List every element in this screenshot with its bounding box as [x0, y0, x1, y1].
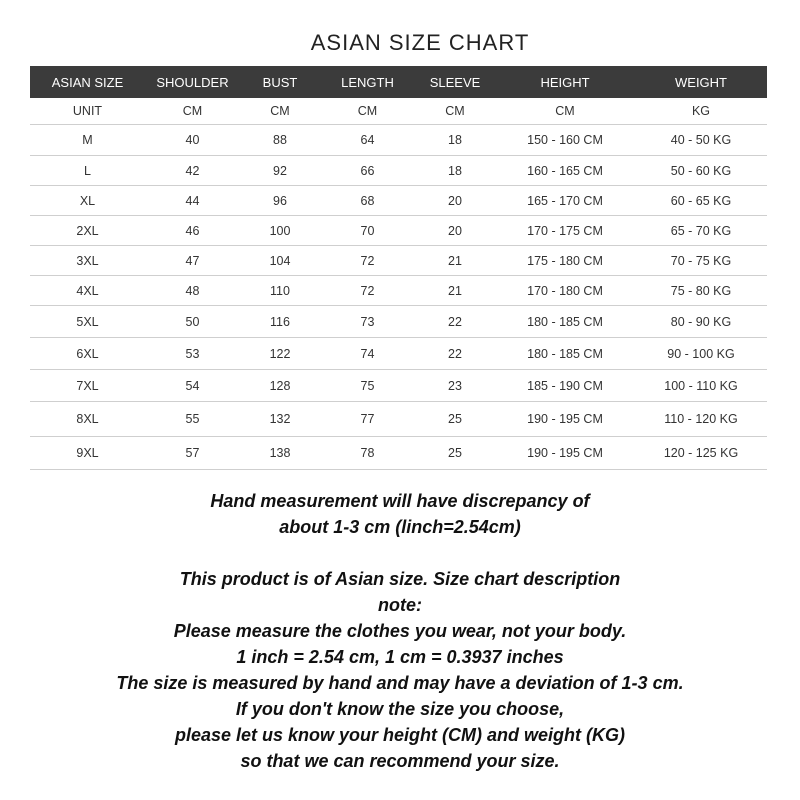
sleeve-cell: 23 — [448, 378, 462, 393]
bust-cell: 104 — [269, 253, 291, 268]
weight-cell: 75 - 80 KG — [670, 283, 732, 298]
size-cell: 3XL — [76, 253, 99, 268]
bust-cell: 138 — [269, 446, 291, 460]
size-cell: 4XL — [76, 283, 99, 298]
unit-cell: KG — [691, 104, 711, 118]
bust-cell: 132 — [269, 412, 291, 426]
sleeve-cell: 21 — [448, 253, 462, 268]
shoulder-cell: 55 — [185, 412, 200, 426]
bust-cell: 128 — [269, 378, 291, 393]
sleeve-cell: 25 — [448, 412, 462, 426]
table-body — [30, 125, 767, 470]
size-description-note — [0, 566, 800, 774]
table-row — [30, 306, 767, 338]
length-cell: 77 — [360, 412, 375, 426]
sleeve-cell: 18 — [448, 133, 462, 147]
table-row — [30, 338, 767, 370]
bust-cell: 122 — [269, 346, 291, 361]
table-row — [30, 437, 767, 470]
bust-cell: 96 — [273, 193, 287, 208]
notes-section — [0, 488, 800, 774]
length-cell: 64 — [360, 133, 375, 147]
shoulder-cell: 47 — [185, 253, 200, 268]
chart-title: ASIAN SIZE CHART — [310, 30, 530, 55]
bust-cell: 92 — [273, 163, 287, 178]
length-cell: 72 — [360, 253, 375, 268]
weight-cell: 65 - 70 KG — [670, 223, 732, 238]
sleeve-cell: 25 — [448, 446, 462, 460]
table-row — [30, 186, 767, 216]
header-sleeve: SLEEVE — [429, 74, 481, 90]
length-cell: 74 — [360, 346, 375, 361]
note-line: Hand measurement will have discrepancy of — [210, 491, 590, 511]
header-height: HEIGHT — [540, 74, 590, 90]
weight-cell: 120 - 125 KG — [663, 446, 739, 460]
sleeve-cell: 22 — [448, 314, 462, 329]
note-line: The size is measured by hand and may have a deviation of 1-3 cm. — [116, 673, 684, 693]
weight-cell: 60 - 65 KG — [670, 193, 732, 208]
height-cell: 180 - 185 CM — [527, 314, 603, 329]
unit-cell: CM — [182, 104, 203, 118]
size-cell: M — [82, 133, 93, 147]
shoulder-cell: 40 — [185, 133, 200, 147]
sleeve-cell: 20 — [448, 223, 462, 238]
bust-cell: 110 — [270, 283, 290, 298]
note-line: 1 inch = 2.54 cm, 1 cm = 0.3937 inches — [236, 647, 564, 667]
table-row — [30, 402, 767, 437]
sleeve-cell: 18 — [448, 163, 462, 178]
measurement-note — [0, 488, 800, 540]
size-cell: 2XL — [76, 223, 99, 238]
size-cell: 8XL — [76, 412, 99, 426]
note-line: note: — [378, 595, 422, 615]
unit-cell: CM — [357, 104, 378, 118]
size-cell: 5XL — [76, 314, 99, 329]
table-header-row — [30, 66, 767, 98]
unit-cell: UNIT — [72, 104, 103, 118]
length-cell: 66 — [360, 163, 375, 178]
height-cell: 170 - 175 CM — [527, 223, 603, 238]
bust-cell: 116 — [270, 314, 290, 329]
table-row — [30, 276, 767, 306]
table-row — [30, 370, 767, 402]
weight-cell: 100 - 110 KG — [664, 378, 738, 393]
height-cell: 180 - 185 CM — [527, 346, 603, 361]
size-table — [30, 66, 767, 470]
header-asian-size: ASIAN SIZE — [51, 74, 124, 90]
table-row — [30, 216, 767, 246]
header-shoulder: SHOULDER — [156, 74, 229, 90]
shoulder-cell: 44 — [185, 193, 200, 208]
length-cell: 70 — [360, 223, 375, 238]
height-cell: 150 - 160 CM — [527, 133, 603, 147]
weight-cell: 80 - 90 KG — [670, 314, 732, 329]
size-cell: 7XL — [76, 378, 99, 393]
size-cell: 9XL — [76, 446, 99, 460]
note-line: so that we can recommend your size. — [240, 751, 560, 771]
weight-cell: 70 - 75 KG — [670, 253, 732, 268]
note-line: please let us know your height (CM) and weight (KG) — [174, 725, 626, 745]
weight-cell: 90 - 100 KG — [667, 346, 735, 361]
unit-cell: CM — [270, 104, 290, 118]
height-cell: 165 - 170 CM — [527, 193, 603, 208]
weight-cell: 40 - 50 KG — [670, 133, 732, 147]
height-cell: 190 - 195 CM — [527, 412, 603, 426]
shoulder-cell: 57 — [185, 446, 200, 460]
header-bust: BUST — [262, 74, 298, 90]
sleeve-cell: 20 — [448, 193, 462, 208]
length-cell: 68 — [360, 193, 375, 208]
unit-cell: CM — [445, 104, 465, 118]
sleeve-cell: 22 — [448, 346, 462, 361]
length-cell: 73 — [360, 314, 375, 329]
shoulder-cell: 48 — [185, 283, 200, 298]
shoulder-cell: 46 — [185, 223, 200, 238]
shoulder-cell: 53 — [185, 346, 200, 361]
table-row — [30, 246, 767, 276]
shoulder-cell: 50 — [185, 314, 200, 329]
unit-cell: CM — [555, 104, 575, 118]
size-cell: L — [84, 163, 91, 178]
unit-row — [30, 98, 767, 125]
shoulder-cell: 54 — [185, 378, 200, 393]
note-line: If you don't know the size you choose, — [235, 699, 565, 719]
height-cell: 185 - 190 CM — [527, 378, 603, 393]
note-line: about 1-3 cm (linch=2.54cm) — [279, 517, 521, 537]
weight-cell: 50 - 60 KG — [670, 163, 732, 178]
bust-cell: 100 — [269, 223, 291, 238]
length-cell: 75 — [360, 378, 375, 393]
note-line: Please measure the clothes you wear, not your body. — [173, 621, 627, 641]
height-cell: 160 - 165 CM — [527, 163, 603, 178]
header-weight: WEIGHT — [675, 74, 727, 90]
table-row — [30, 125, 767, 156]
header-length: LENGTH — [341, 74, 394, 90]
length-cell: 72 — [360, 283, 375, 298]
weight-cell: 110 - 120 KG — [664, 412, 738, 426]
height-cell: 170 - 180 CM — [527, 283, 603, 298]
length-cell: 78 — [360, 446, 375, 460]
height-cell: 175 - 180 CM — [527, 253, 603, 268]
sleeve-cell: 21 — [448, 283, 462, 298]
shoulder-cell: 42 — [185, 163, 200, 178]
bust-cell: 88 — [273, 133, 287, 147]
height-cell: 190 - 195 CM — [527, 446, 603, 460]
note-line: This product is of Asian size. Size chart description — [179, 569, 621, 589]
size-cell: 6XL — [76, 346, 99, 361]
table-row — [30, 156, 767, 186]
size-cell: XL — [79, 193, 96, 208]
